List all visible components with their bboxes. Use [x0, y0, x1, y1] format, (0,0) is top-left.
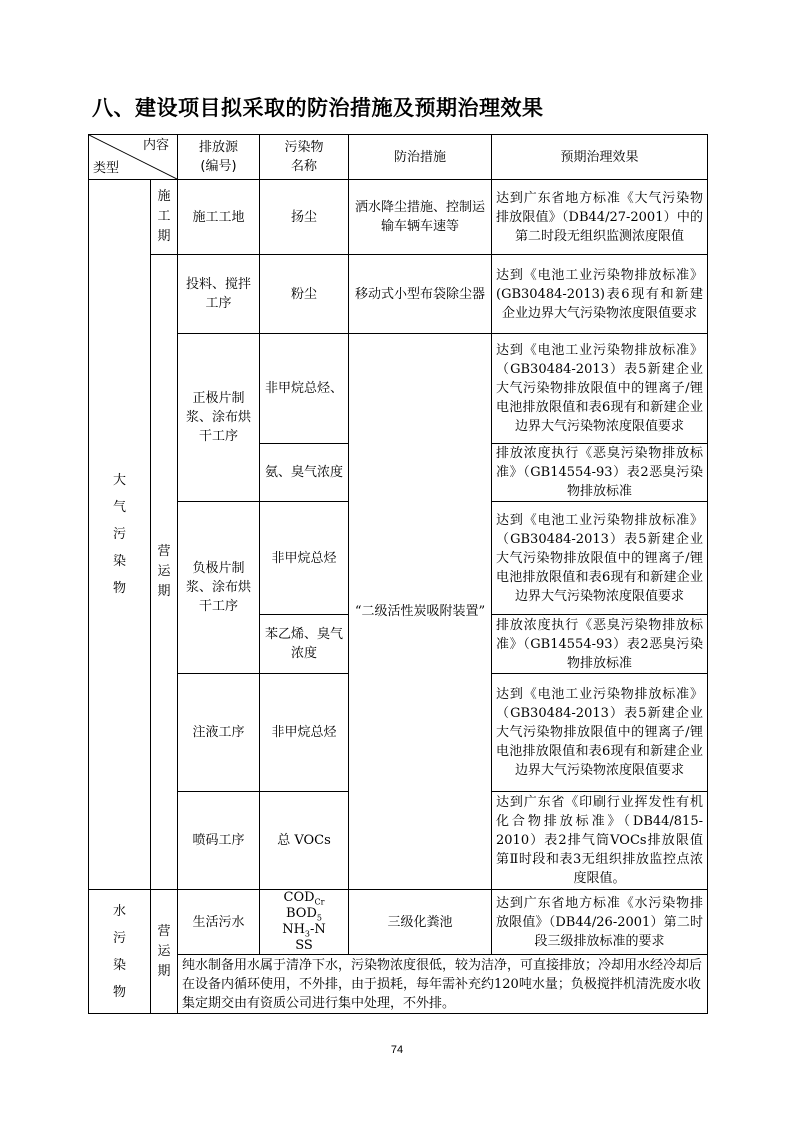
shared-measure: “二级活性炭吸附装置” — [349, 334, 492, 890]
pos-pollutant-1: 非甲烷总烃、 — [260, 334, 349, 444]
header-pollutant: 污染物 名称 — [260, 135, 349, 180]
water-note: 纯水制备用水属于清净下水，污染物浓度很低，较为洁净，可直接排放；冷却用水经冷却后在设备内循环使用，不外排，由于损耗，每年需补充约120吨水量；负极搅拌机清洗废水收集定期交由有资质公司进行集中处理，不外排。 — [178, 955, 708, 1014]
neg-effect-1: 达到《电池工业污染物排放标准》（GB30484-2013）表5新建企业大气污染物排放限值中的锂离子/锂电池排放限值和表6现有和新建企业边界大气污染物浓度限值要求 — [492, 502, 708, 615]
table-row — [89, 955, 708, 1014]
inj-source: 注液工序 — [178, 674, 260, 792]
header-effect: 预期治理效果 — [492, 135, 708, 180]
code-source: 喷码工序 — [178, 792, 260, 890]
header-diagonal-cell — [89, 135, 178, 180]
water-pollutants: $COD_{Cr}$ $BOD_5$ $NH_3-N$ SS — [260, 890, 349, 955]
section-title: 八、建设项目拟采取的防治措施及预期治理效果 — [92, 96, 544, 120]
air-category-cell: 大气污染物 — [89, 180, 151, 890]
site-pollutant: 扬尘 — [260, 180, 349, 255]
measures-table — [88, 134, 708, 1014]
water-category-cell: 水污染物 — [89, 890, 151, 1014]
code-effect: 达到广东省《印刷行业挥发性有机化合物排放标准》（DB44/815-2010）表2排气筒VOCs排放限值第Ⅱ时段和表3无组织排放监控点浓度限值。 — [492, 792, 708, 890]
water-source: 生活污水 — [178, 890, 260, 955]
header-content-label: 内容 — [142, 138, 169, 153]
inj-pollutant: 非甲烷总烃 — [260, 674, 349, 792]
air-operation-phase-cell: 营运期 — [151, 255, 178, 890]
site-source: 施工工地 — [178, 180, 260, 255]
water-phase-cell: 营运期 — [151, 890, 178, 1014]
table-row — [89, 255, 708, 334]
table-row — [89, 334, 708, 444]
neg-pollutant-1: 非甲烷总烃 — [260, 502, 349, 615]
table-header-row — [89, 135, 708, 180]
feed-measure: 移动式小型布袋除尘器 — [349, 255, 492, 334]
code-pollutant: 总 VOCs — [260, 792, 349, 890]
pos-source: 正极片制浆、涂布烘干工序 — [178, 334, 260, 502]
table-row — [89, 180, 708, 255]
pos-effect-2: 排放浓度执行《恶臭污染物排放标准》（GB14554-93）表2恶臭污染物排放标准 — [492, 444, 708, 502]
table-row — [89, 890, 708, 955]
neg-pollutant-2: 苯乙烯、臭气浓度 — [260, 615, 349, 674]
neg-source: 负极片制浆、涂布烘干工序 — [178, 502, 260, 674]
water-measure: 三级化粪池 — [349, 890, 492, 955]
header-type-label: 类型 — [93, 161, 120, 176]
feed-source: 投料、搅拌工序 — [178, 255, 260, 334]
water-effect: 达到广东省地方标准《水污染物排放限值》（DB44/26-2001）第二时段三级排放标准的要求 — [492, 890, 708, 955]
pos-pollutant-2: 氨、臭气浓度 — [260, 444, 349, 502]
site-effect: 达到广东省地方标准《大气污染物排放限值》（DB44/27-2001）中的第二时段无组织监测浓度限值 — [492, 180, 708, 255]
site-measure: 洒水降尘措施、控制运输车辆车速等 — [349, 180, 492, 255]
construction-phase-cell: 施工期 — [151, 180, 178, 255]
page-number: 74 — [390, 1044, 404, 1056]
pos-effect-1: 达到《电池工业污染物排放标准》（GB30484-2013）表5新建企业大气污染物排放限值中的锂离子/锂电池排放限值和表6现有和新建企业边界大气污染物浓度限值要求 — [492, 334, 708, 444]
header-measures: 防治措施 — [349, 135, 492, 180]
neg-effect-2: 排放浓度执行《恶臭污染物排放标准》（GB14554-93）表2恶臭污染物排放标准 — [492, 615, 708, 674]
feed-effect: 达到《电池工业污染物排放标准》(GB30484-2013)表6现有和新建企业边界大气污染物浓度限值要求 — [492, 255, 708, 334]
inj-effect: 达到《电池工业污染物排放标准》（GB30484-2013）表5新建企业大气污染物排放限值中的锂离子/锂电池排放限值和表6现有和新建企业边界大气污染物浓度限值要求 — [492, 674, 708, 792]
feed-pollutant: 粉尘 — [260, 255, 349, 334]
header-source: 排放源 (编号) — [178, 135, 260, 180]
